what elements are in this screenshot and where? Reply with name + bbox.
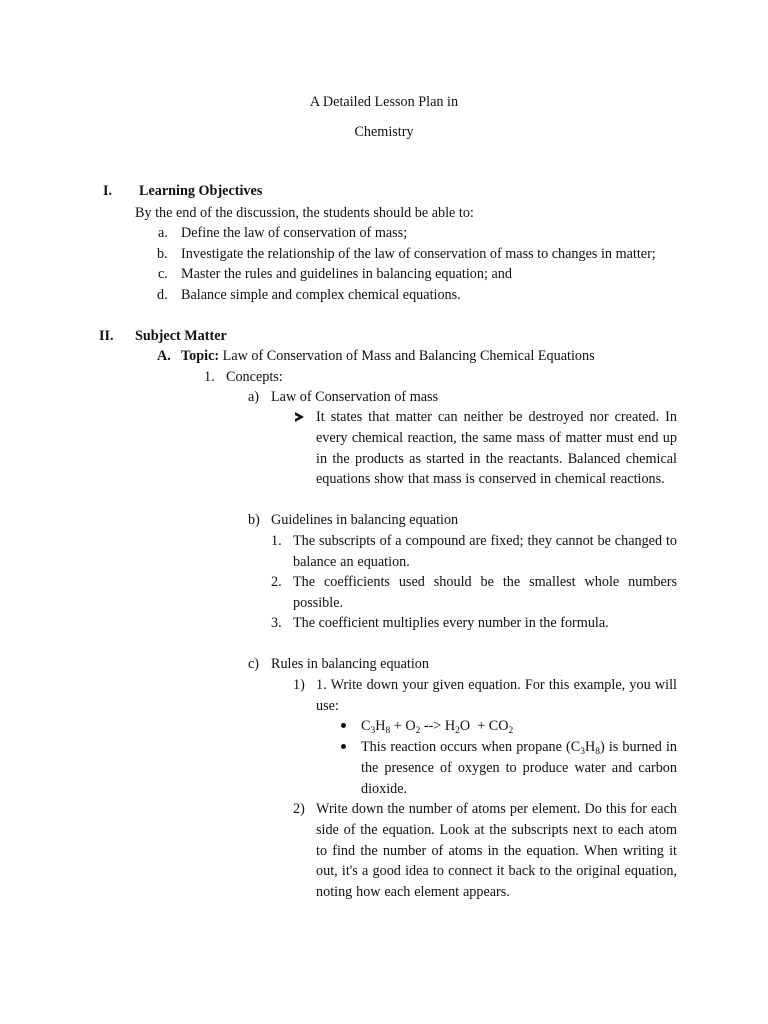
objective-item: Investigate the relationship of the law of conservation of mass to changes in matter;	[181, 246, 656, 262]
guidelines-marker: b)	[248, 512, 260, 528]
step1-text: 1. Write down your given equation. For this example, you will use:	[316, 677, 677, 714]
topic-line	[181, 346, 595, 367]
guidelines-title: Guidelines in balancing equation	[271, 512, 459, 528]
rules-title: Rules in balancing equation	[271, 656, 429, 672]
guideline-item: The coefficient multiplies every number in the formula.	[293, 615, 609, 631]
propane-note: This reaction occurs when propane $(C_3H_8)$ is burned in the presence of oxygen to produce water and carbon dioxide.	[361, 739, 677, 797]
law-marker: a)	[248, 389, 260, 405]
concepts-marker: 1.	[204, 369, 215, 385]
topic-marker: A.	[157, 348, 171, 364]
objective-marker: d.	[157, 287, 168, 303]
topic-text: Law of Conservation of Mass and Balancing Chemical Equations	[222, 348, 595, 364]
document-title-line2: Chemistry	[354, 124, 414, 140]
bullet-dot-icon	[341, 744, 346, 749]
objective-item: Define the law of conservation of mass;	[181, 225, 408, 241]
step2-marker: 2)	[293, 801, 305, 817]
section2-heading: Subject Matter	[135, 328, 227, 344]
section1-numeral: I.	[103, 183, 113, 199]
objective-marker: b.	[157, 246, 168, 262]
objective-item: Master the rules and guidelines in balancing equation; and	[181, 266, 512, 282]
guideline-item: The coefficients used should be the smallest whole numbers possible.	[293, 574, 677, 611]
objective-item: Balance simple and complex chemical equations.	[181, 287, 461, 303]
step1-marker: 1)	[293, 677, 305, 693]
guideline-marker: 1.	[271, 533, 282, 549]
guideline-marker: 3.	[271, 615, 282, 631]
rules-marker: c)	[248, 656, 260, 672]
arrow-bullet-icon	[295, 412, 304, 422]
section1-heading: Learning Objectives	[139, 183, 263, 199]
step2-text: Write down the number of atoms per element. Do this for each side of the equation. Look at the subscripts next to each atom to find the number of atoms in the equation. When writing it out, it's a good idea to connect it back to the original equation, noting how each element appears.	[316, 801, 677, 901]
objective-marker: c.	[158, 266, 168, 282]
document-title-line1: A Detailed Lesson Plan in	[309, 94, 459, 110]
objective-marker: a.	[158, 225, 168, 241]
section1-intro: By the end of the discussion, the students should be able to:	[135, 205, 474, 221]
guideline-item: The subscripts of a compound are fixed; they cannot be changed to balance an equation.	[293, 533, 677, 570]
bullet-dot-icon	[341, 723, 346, 728]
concepts-label: Concepts:	[226, 369, 283, 385]
law-description: It states that matter can neither be destroyed nor created. In every chemical reaction, the same mass of matter must end up in the products as started in the reactants. Balanced chemical equations show that mass is conserved in chemical reactions.	[316, 409, 677, 488]
law-title: Law of Conservation of mass	[271, 389, 439, 405]
guideline-marker: 2.	[271, 574, 282, 590]
section2-numeral: II.	[99, 328, 114, 344]
topic-label: Topic:	[181, 348, 220, 364]
chemical-equation: $C_3H_8 + O_2$ --> $H_2O + CO_2$	[361, 718, 514, 736]
